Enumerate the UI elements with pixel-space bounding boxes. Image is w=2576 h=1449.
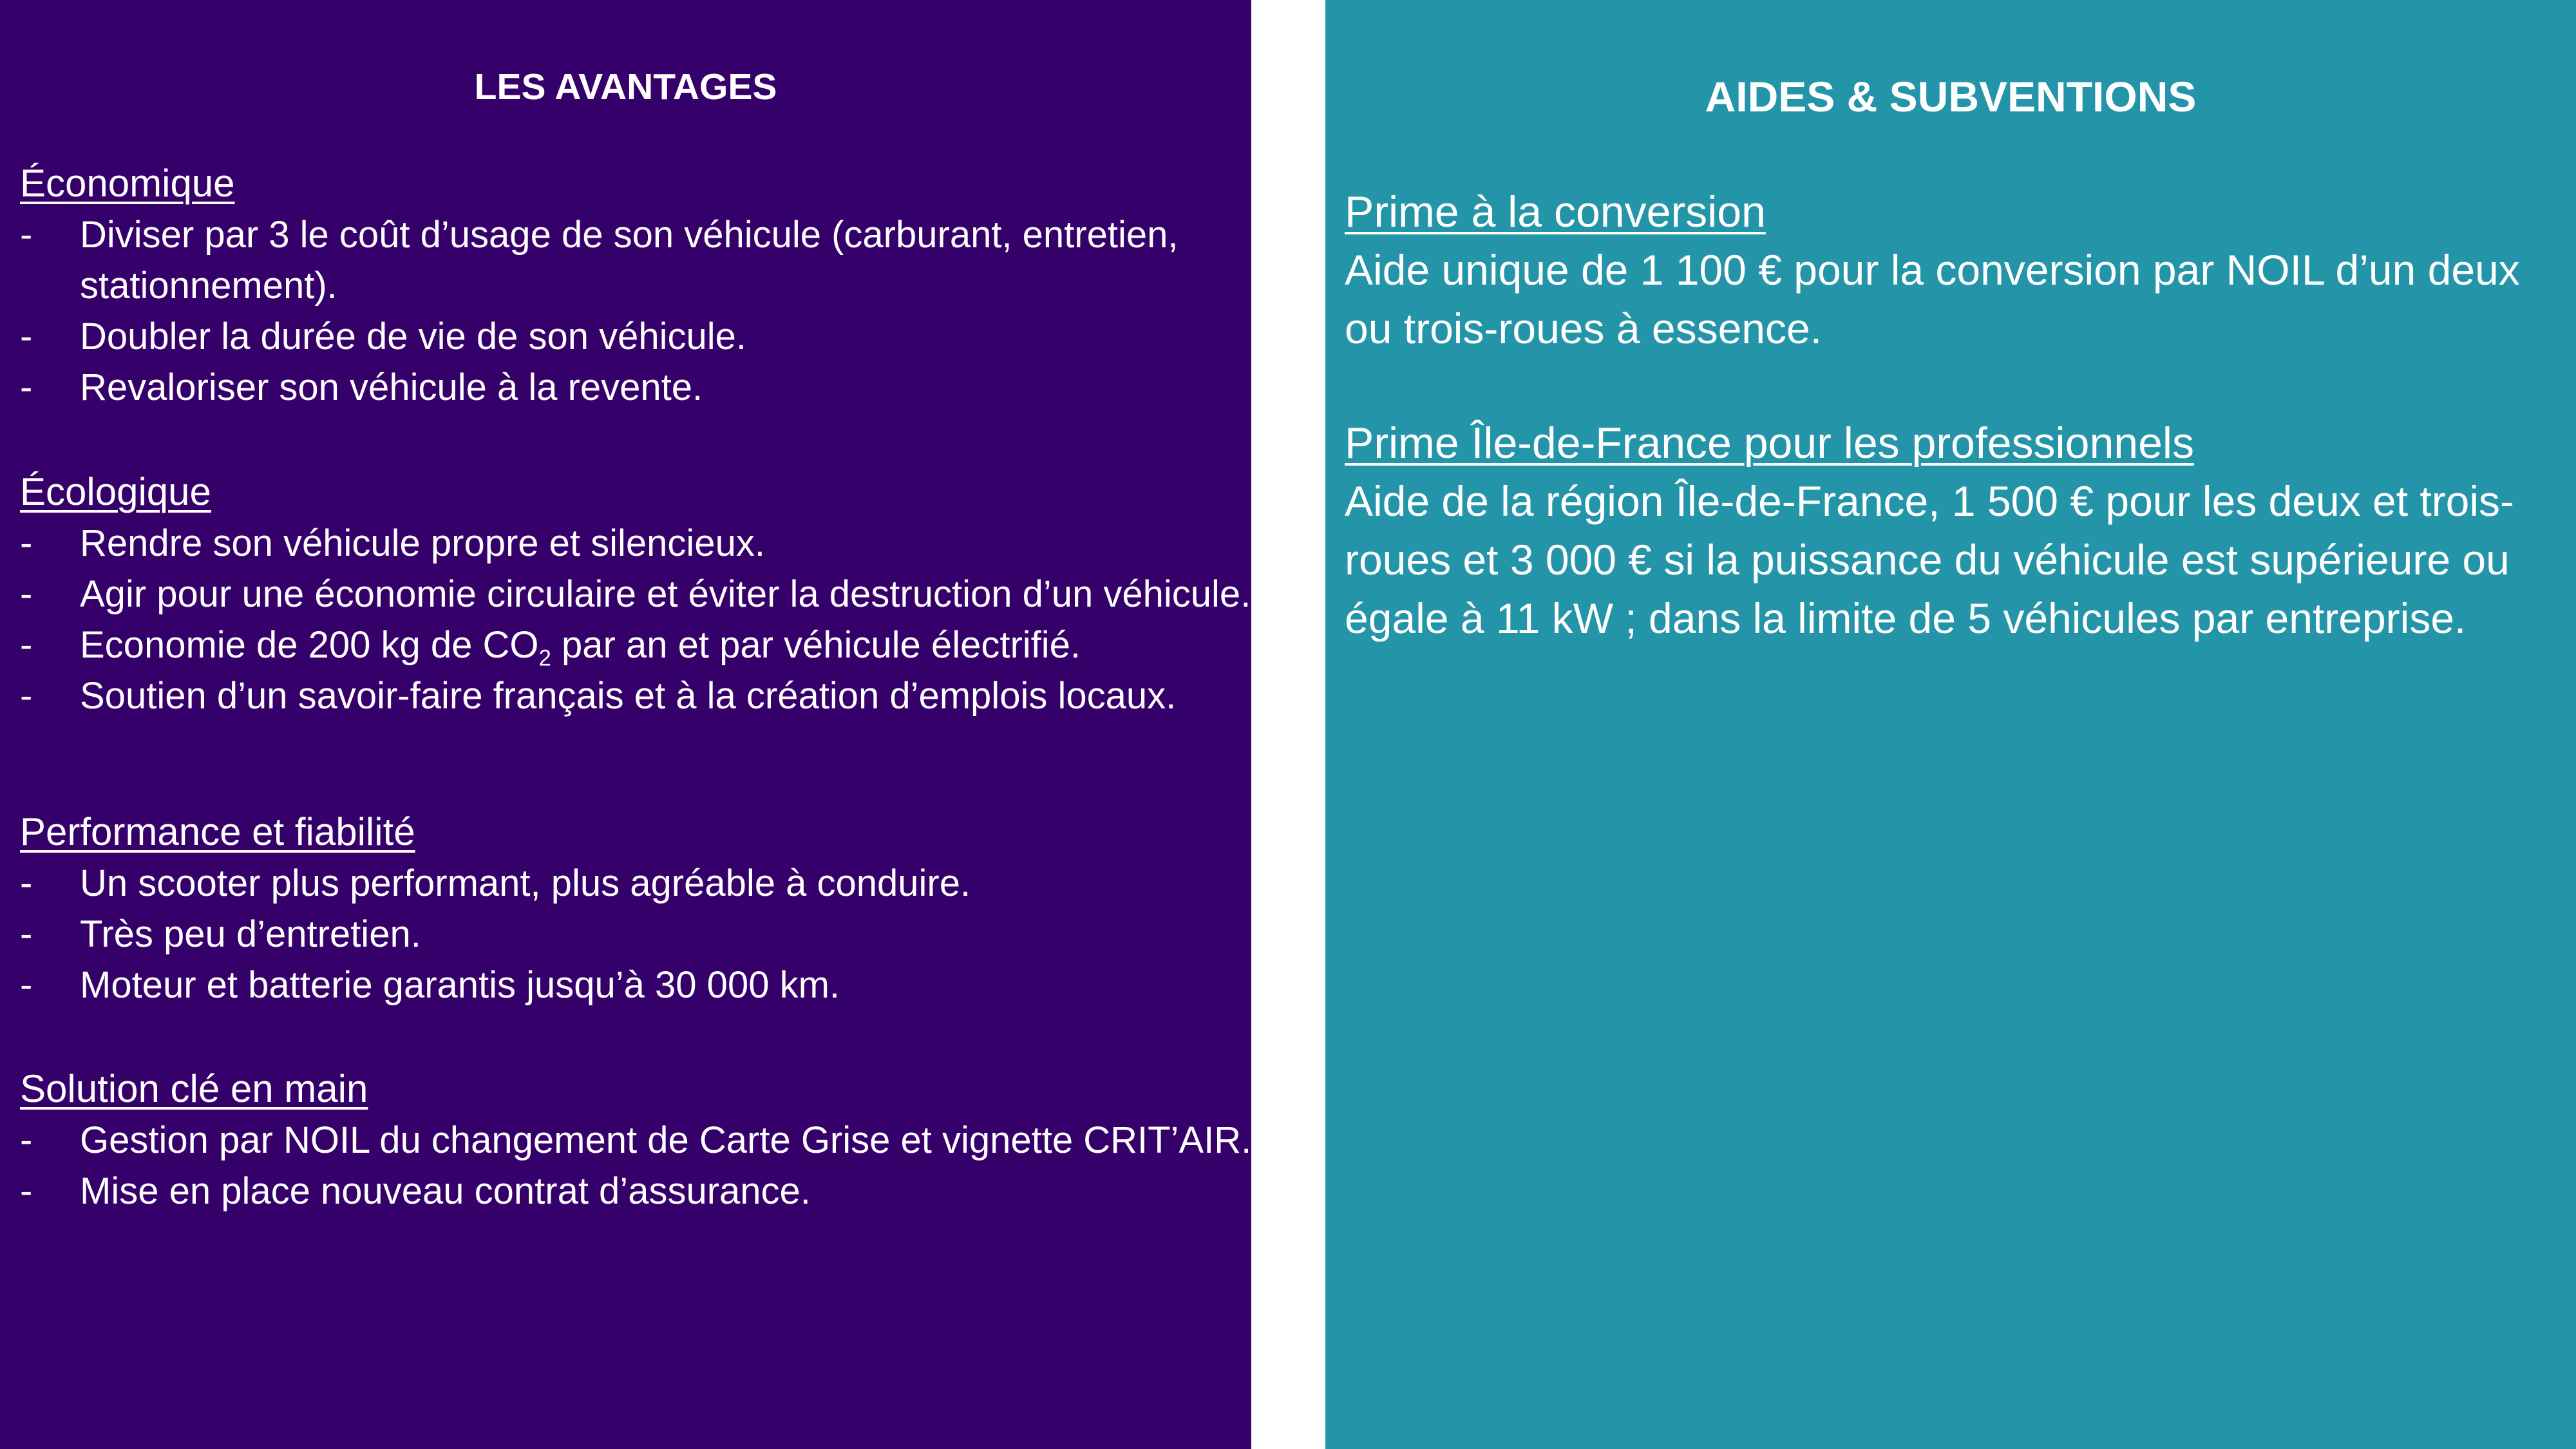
bullet-dash: - bbox=[20, 316, 33, 357]
bullet-dash: - bbox=[20, 366, 33, 408]
section-heading-solution: Solution clé en main bbox=[20, 1067, 368, 1110]
bullet-dash: - bbox=[20, 214, 33, 256]
list-item: - Agir pour une économie circulaire et éviter la destruction d’un véhicule. bbox=[20, 569, 1258, 620]
aid-prime-conversion bbox=[1345, 183, 2576, 358]
bullet-dash: - bbox=[20, 1170, 33, 1212]
list-item: - Revaloriser son véhicule à la revente. bbox=[20, 362, 1258, 413]
section-heading-performance: Performance et fiabilité bbox=[20, 810, 415, 853]
section-solution bbox=[20, 1063, 1251, 1217]
bullet-dash: - bbox=[20, 522, 33, 564]
advantages-title: LES AVANTAGES bbox=[474, 66, 777, 108]
list-item: - Economie de 200 kg de $CO_2$ par an et par véhicule électrifié. bbox=[20, 620, 1258, 670]
bullet-dash: - bbox=[20, 624, 33, 666]
list-item: - Un scooter plus performant, plus agréable à conduire. bbox=[20, 858, 1258, 909]
bullet-dash: - bbox=[20, 913, 33, 955]
list-item: - Mise en place nouveau contrat d’assurance. bbox=[20, 1166, 1258, 1217]
co2-subscript: 2 bbox=[538, 645, 551, 671]
aid-text-idf: Aide de la région Île-de-France, 1 500 € pour les deux et trois-roues et 3 000 € si la puissance du véhicule est supérieure ou égale à 11 kW ; dans la limite de 5 véhicules par entreprise. bbox=[1345, 477, 2515, 642]
bullet-dash: - bbox=[20, 573, 33, 615]
bullet-dash: - bbox=[20, 862, 33, 904]
aid-prime-idf bbox=[1345, 414, 2576, 648]
performance-list bbox=[20, 858, 1251, 1010]
aids-title: AIDES & SUBVENTIONS bbox=[1705, 73, 2197, 120]
section-performance bbox=[20, 806, 1251, 1010]
aid-heading-idf: Prime Île-de-France pour les professionnels bbox=[1345, 419, 2195, 468]
bullet-dash: - bbox=[20, 1119, 33, 1161]
solution-list bbox=[20, 1115, 1251, 1217]
list-item: - Gestion par NOIL du changement de Carte Grise et vignette CRIT’AIR. bbox=[20, 1115, 1258, 1166]
aids-panel bbox=[1325, 0, 2576, 1449]
section-heading-ecologique: Écologique bbox=[20, 470, 211, 513]
list-item: - Doubler la durée de vie de son véhicule. bbox=[20, 311, 1258, 362]
aid-text-conversion: Aide unique de 1 100 € pour la conversion par NOIL d’un deux ou trois-roues à essence. bbox=[1345, 246, 2520, 352]
list-item: - Soutien d’un savoir-faire français et à la création d’emplois locaux. bbox=[20, 670, 1258, 721]
section-heading-economique: Économique bbox=[20, 162, 235, 205]
ecologique-list bbox=[20, 518, 1251, 721]
advantages-panel bbox=[0, 0, 1251, 1449]
section-economique bbox=[20, 158, 1251, 413]
list-item: - Moteur et batterie garantis jusqu’à 30 000 km. bbox=[20, 960, 1258, 1010]
section-ecologique bbox=[20, 466, 1251, 721]
aid-heading-conversion: Prime à la conversion bbox=[1345, 187, 1766, 236]
list-item: - Très peu d’entretien. bbox=[20, 909, 1258, 960]
bullet-dash: - bbox=[20, 675, 33, 717]
economique-list bbox=[20, 209, 1251, 413]
list-item: - Rendre son véhicule propre et silencieux. bbox=[20, 518, 1258, 569]
bullet-dash: - bbox=[20, 964, 33, 1006]
list-item: - Diviser par 3 le coût d’usage de son véhicule (carburant, entretien, stationnement). bbox=[20, 209, 1258, 311]
